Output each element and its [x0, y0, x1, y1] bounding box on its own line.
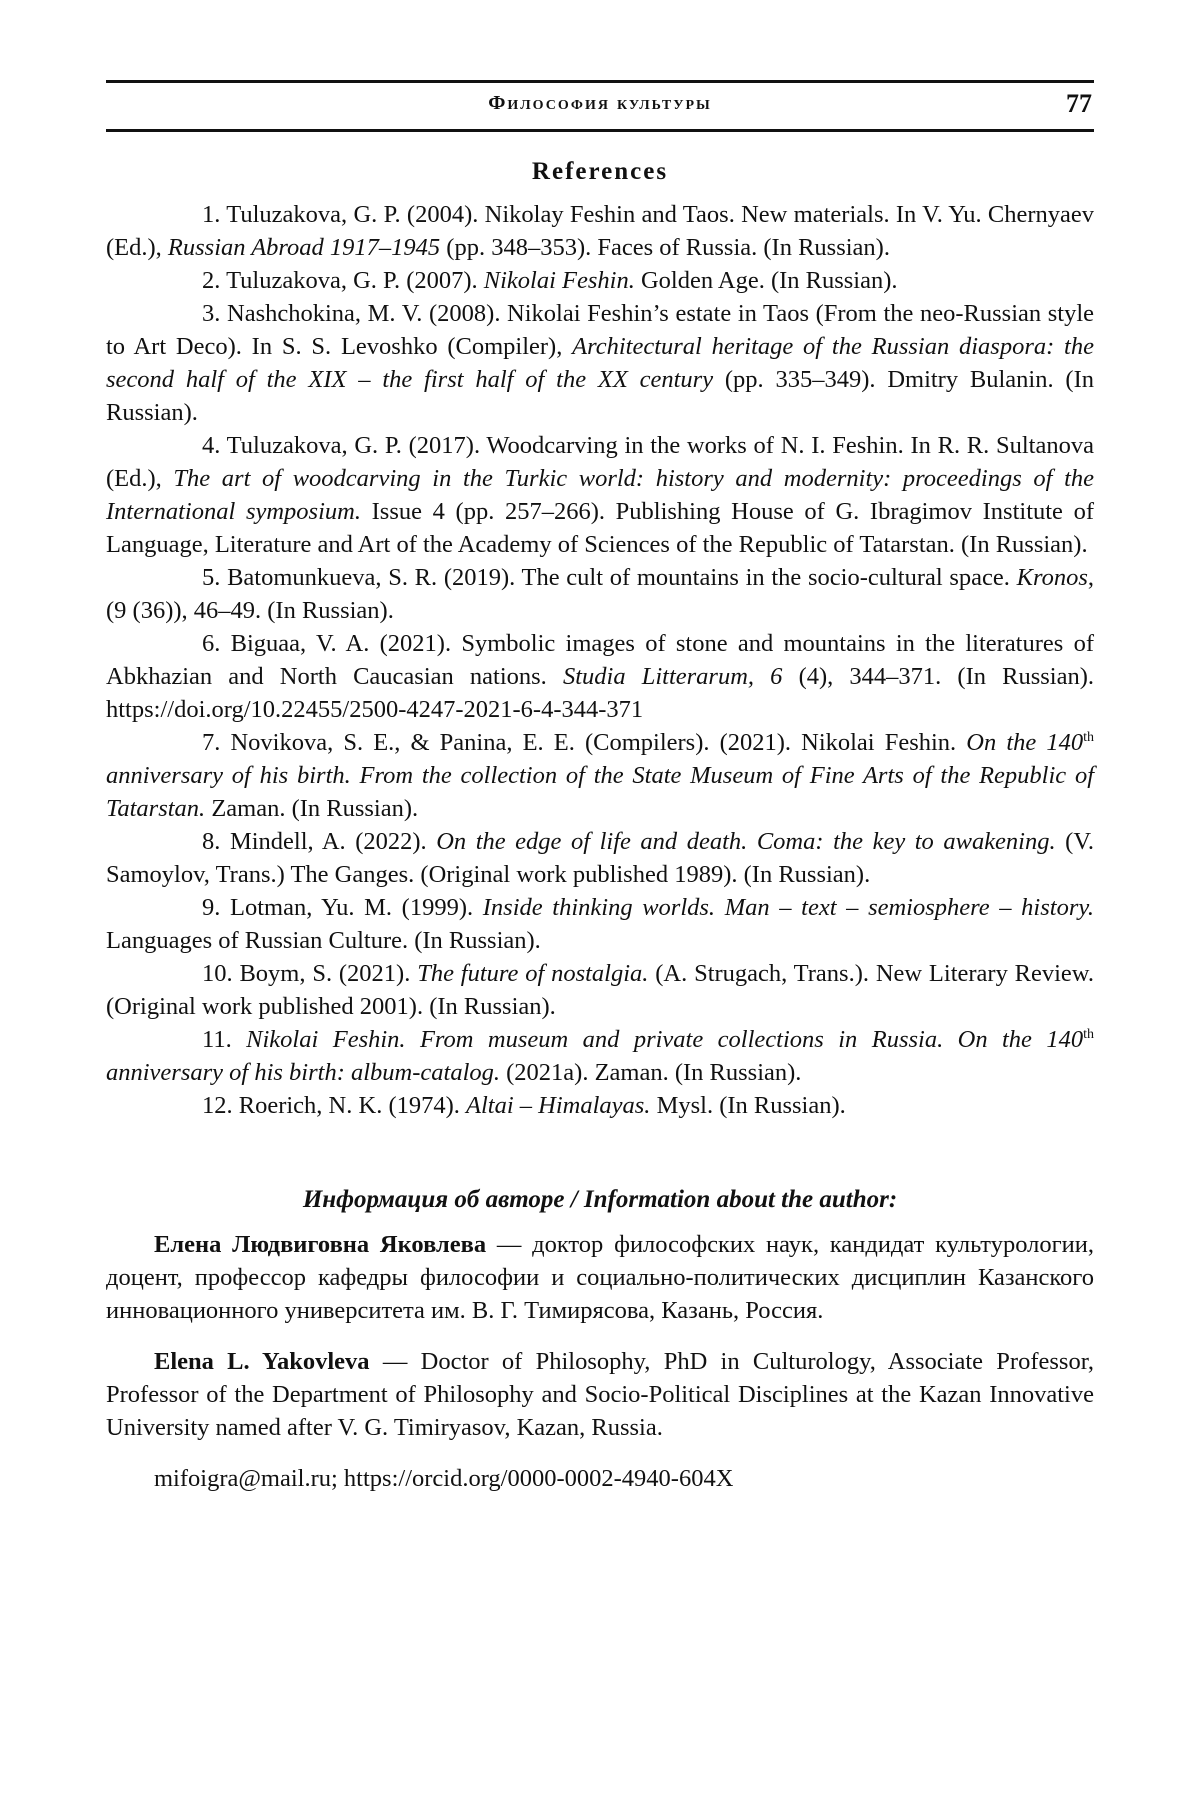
reference-text-after: (4), 344–371. (In Russian). https://doi.org/10.22455/2500-4247-2021-6-4-344-371 [106, 663, 1095, 723]
reference-title: The future of nostalgia. [417, 960, 649, 987]
reference-item [106, 1089, 1094, 1122]
reference-text-after: Golden Age. (In Russian). [634, 267, 898, 294]
running-header [106, 80, 1094, 132]
page-number: 77 [1066, 89, 1092, 118]
reference-text-after: Languages of Russian Culture. (In Russian). [106, 927, 541, 954]
author-name-english: Elena L. Yakovleva [154, 1348, 370, 1375]
author-bio-russian [106, 1228, 1094, 1327]
reference-number: 8. [202, 828, 221, 855]
reference-title-cont: anniversary of his birth. From the collection of the State Museum of Fine Arts of the Republic of Tatarstan. [106, 762, 1094, 822]
reference-title: Architectural heritage of the Russian diaspora: the second half of the XIX – the first half of the XX century [106, 333, 1094, 393]
references-list [106, 198, 1094, 1122]
reference-text-after: (A. Strugach, Trans.). New Literary Review. (Original work published 2001). (In Russian). [106, 960, 1095, 1020]
reference-text: Roerich, N. K. (1974). [238, 1092, 467, 1119]
author-bio-english [106, 1345, 1094, 1444]
reference-number: 11. [202, 1026, 232, 1053]
reference-text: Novikova, S. E., & Panina, E. E. (Compilers). (2021). Nikolai Feshin. [230, 729, 967, 756]
reference-item [106, 297, 1094, 429]
author-bio-english-text: — Doctor of Philosophy, PhD in Culturology, Associate Professor, Professor of the Department of Philosophy and Socio-Political Disciplines at the Kazan Innovative University named after V. G. Timiryasov, Kazan, Russia. [106, 1348, 1094, 1441]
reference-number: 1. [202, 201, 221, 228]
reference-title: Nikolai Feshin. From museum and private collections in Russia. On the 140 [246, 1026, 1084, 1053]
author-name-russian: Елена Людвиговна Яковлева [154, 1231, 487, 1258]
reference-item [106, 429, 1094, 561]
reference-number: 4. [202, 432, 221, 459]
reference-text-after: (pp. 348–353). Faces of Russia. (In Russian). [440, 234, 890, 261]
reference-title: Studia Litterarum, 6 [562, 663, 783, 690]
reference-text-after: (pp. 335–349). Dmitry Bulanin. (In Russian). [106, 366, 1094, 426]
reference-number: 12. [202, 1092, 233, 1119]
reference-item [106, 561, 1094, 627]
references-heading: References [531, 158, 669, 185]
reference-item [106, 198, 1094, 264]
reference-text: Lotman, Yu. M. (1999). [230, 894, 483, 921]
reference-text-after: (2021a). Zaman. (In Russian). [500, 1059, 802, 1086]
reference-text-after: Issue 4 (pp. 257–266). Publishing House of G. Ibragimov Institute of Language, Literature and Art of the Academy of Sciences of the Republic of Tatarstan. (In Russian). [106, 498, 1094, 558]
reference-item [106, 1023, 1094, 1089]
reference-title: The art of woodcarving in the Turkic world: history and modernity: proceedings of the International symposium. [106, 465, 1094, 525]
reference-superscript: th [1083, 1026, 1095, 1042]
reference-item [106, 627, 1094, 726]
reference-text-after: Zaman. (In Russian). [205, 795, 419, 822]
reference-number: 3. [202, 300, 221, 327]
author-contact[interactable]: mifoigra@mail.ru; https://orcid.org/0000-0002-4940-604X [154, 1465, 734, 1492]
reference-superscript: th [1083, 729, 1094, 745]
reference-text-after: Mysl. (In Russian). [650, 1092, 846, 1119]
reference-text: Tuluzakova, G. P. (2017). Woodcarving in the works of N. I. Feshin. In R. R. Sultanova (Ed.), [106, 432, 1094, 492]
reference-item [106, 891, 1094, 957]
reference-item [106, 264, 1094, 297]
reference-text: Mindell, A. (2022). [229, 828, 437, 855]
reference-title: Kronos [1016, 564, 1088, 591]
reference-number: 6. [202, 630, 221, 657]
reference-text: Tuluzakova, G. P. (2004). Nikolay Feshin and Taos. New materials. In V. Yu. Chernyaev (Ed.), [106, 201, 1095, 261]
reference-title: Inside thinking worlds. Man – text – semiosphere – history. [482, 894, 1095, 921]
author-info-heading: Информация об авторе / Information about the author: [302, 1186, 898, 1213]
reference-title: On the edge of life and death. Coma: the key to awakening. [436, 828, 1056, 855]
reference-text: Nashchokina, M. V. (2008). Nikolai Feshin’s estate in Taos (From the neo-Russian style to Art Deco). In S. S. Levoshko (Compiler), [106, 300, 1095, 360]
reference-number: 5. [202, 564, 221, 591]
reference-number: 9. [202, 894, 221, 921]
reference-title: On the 140 [966, 729, 1084, 756]
reference-number: 10. [202, 960, 233, 987]
reference-text: Boym, S. (2021). [239, 960, 418, 987]
reference-title: Altai – Himalayas. [466, 1092, 651, 1119]
reference-text: Tuluzakova, G. P. (2007). [226, 267, 484, 294]
running-title: Философия культуры [488, 92, 712, 114]
reference-item [106, 957, 1094, 1023]
reference-item [106, 825, 1094, 891]
reference-title: Russian Abroad 1917–1945 [167, 234, 441, 261]
author-bio-russian-text: — доктор философских наук, кандидат культурологии, доцент, профессор кафедры философии и социально-политических дисциплин Казанского инновационного университета им. В. Г. Тимирясова, Казань, Россия. [106, 1231, 1094, 1324]
reference-title-cont: anniversary of his birth: album-catalog. [106, 1059, 501, 1086]
reference-title: Nikolai Feshin. [483, 267, 635, 294]
reference-item [106, 726, 1094, 825]
reference-text: Biguaa, V. A. (2021). Symbolic images of stone and mountains in the literatures of Abkhazian and North Caucasian nations. [106, 630, 1094, 690]
journal-page [106, 80, 1094, 1495]
reference-number: 2. [202, 267, 221, 294]
reference-text-after: , (9 (36)), 46–49. (In Russian). [106, 564, 1094, 624]
reference-text: Batomunkueva, S. R. (2019). The cult of mountains in the socio-cultural space. [227, 564, 1017, 591]
reference-text-after: (V. Samoylov, Trans.) The Ganges. (Original work published 1989). (In Russian). [106, 828, 1094, 888]
reference-number: 7. [202, 729, 221, 756]
